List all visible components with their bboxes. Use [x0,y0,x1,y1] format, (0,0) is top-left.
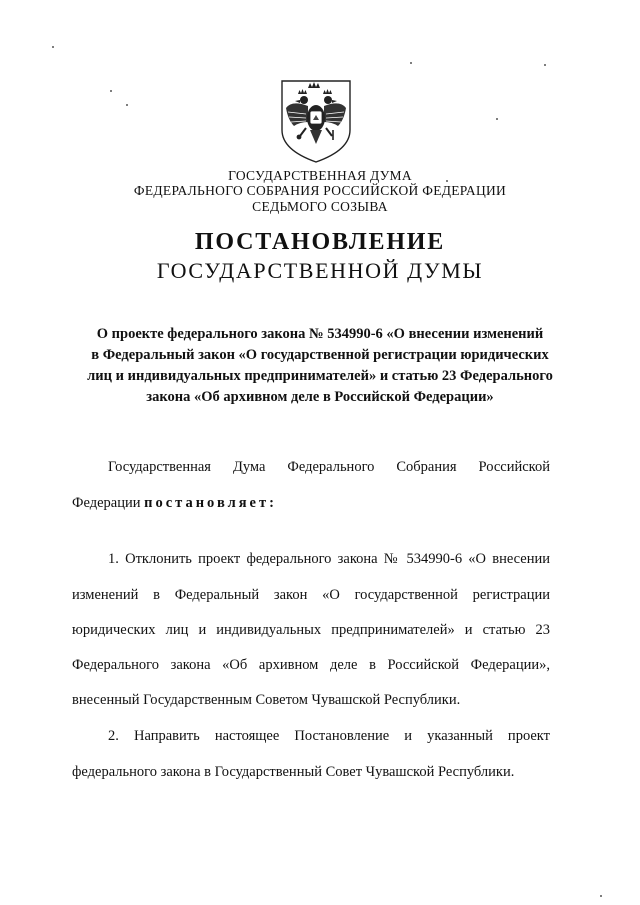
clause-2-line-1: 2. Направить настоящее Постановление и указанный проект [108,728,550,744]
clause-1-line-1: 1. Отклонить проект федерального закона № 534990-6 «О внесении [108,551,550,567]
org-name-line-1: ГОСУДАРСТВЕННАЯ ДУМА [228,168,412,183]
preamble-line-1: Государственная Дума Федерального Собрания Российской [108,459,550,475]
preamble-line-2 [72,494,550,512]
convocation-line: СЕДЬМОГО СОЗЫВА [252,199,388,214]
subject-line-1: О проекте федерального закона № 534990-6 «О внесении изменений [96,326,544,342]
subject-line-3: лиц и индивидуальных предпринимателей» и статью 23 Федерального [87,368,553,384]
scan-speck [496,118,498,120]
clause-1-line-2: изменений в Федеральный закон «О государственной регистрации [72,587,550,603]
clause-1-line-3: юридических лиц и индивидуальных предпринимателей» и статью 23 [72,622,550,638]
clause-2-line-2: федерального закона в Государственный Совет Чувашской Республики. [72,764,515,780]
scan-speck [410,62,412,64]
clause-1-line-5: внесенный Государственным Советом Чувашской Республики. [72,692,461,708]
preamble-text: Федерации [72,495,145,511]
scan-speck [600,895,602,897]
subject-line-4: закона «Об архивном деле в Российской Федерации» [146,389,494,405]
scan-speck [544,64,546,66]
scan-speck [52,46,54,48]
document-title: ПОСТАНОВЛЕНИЕ [194,229,446,255]
scan-speck [126,104,128,106]
subject-line-2: в Федеральный закон «О государственной регистрации юридических [91,347,549,363]
scan-speck [110,90,112,92]
resolves-keyword: постановляет: [144,495,277,511]
double-headed-eagle-emblem-icon [278,78,354,164]
document-subtitle: ГОСУДАРСТВЕННОЙ ДУМЫ [156,258,484,283]
clause-1-line-4: Федерального закона «Об архивном деле в Российской Федерации», [72,657,550,673]
org-name-line-2: ФЕДЕРАЛЬНОГО СОБРАНИЯ РОССИЙСКОЙ ФЕДЕРАЦИИ [133,183,507,198]
